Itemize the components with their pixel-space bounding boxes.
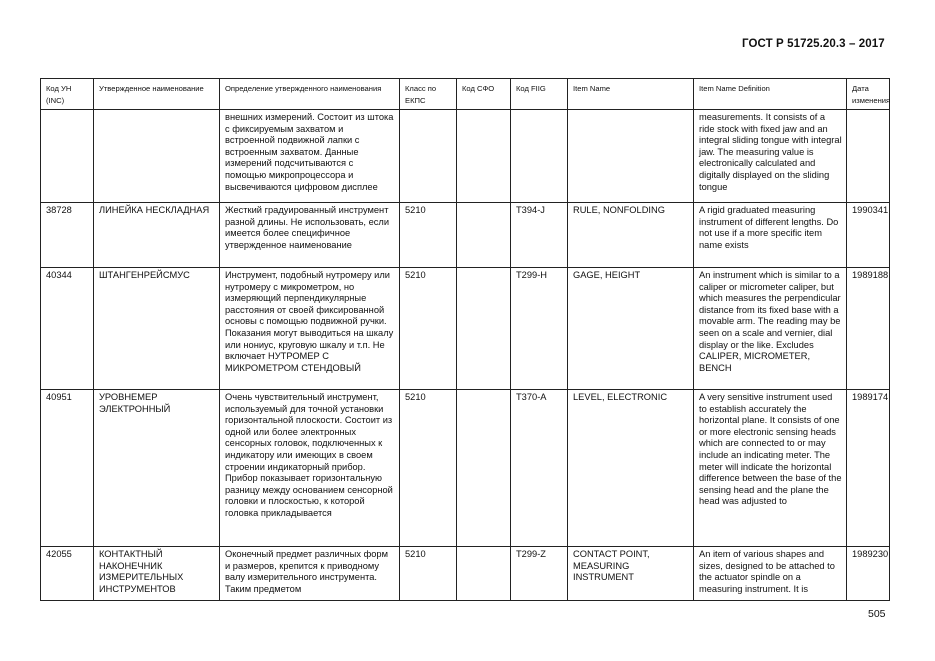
cell-definition-ru: Жесткий градуированный инструмент разной длины. Не использовать, если имеется более специфичное утвержденное наименование: [220, 203, 400, 268]
cell-item-name: CONTACT POINT, MEASURING INSTRUMENT: [568, 547, 694, 601]
table-row: [41, 203, 890, 268]
table-row: [41, 268, 890, 390]
cell-inc: 40951: [41, 390, 94, 547]
header-definition-en: Item Name Definition: [694, 79, 847, 110]
cell-fiig: [511, 110, 568, 203]
cell-sfo: [457, 268, 511, 390]
cell-sfo: [457, 203, 511, 268]
cell-definition-en: measurements. It consists of a ride stock with fixed jaw and an integral sliding tongue with integral jaw. The measuring value is electronically calculated and digitally displayed on the sliding tongue: [694, 110, 847, 203]
cell-definition-en: A rigid graduated measuring instrument of different lengths. Do not use if a more specific item name exists: [694, 203, 847, 268]
cell-definition-ru: Инструмент, подобный нутромеру или нутромеру с микрометром, но измеряющий перпендикулярные расстояния от своей фиксированной основы с помощью подвижной ручки. Показания могут выводиться на шкалу или нониус, круговую шкалу и т.п. Не включает НУТРОМЕР С МИКРОМЕТРОМ СТЕНДОВЫЙ: [220, 268, 400, 390]
cell-class: 5210: [400, 203, 457, 268]
cell-class: [400, 110, 457, 203]
cell-class: 5210: [400, 268, 457, 390]
header-item-name: Item Name: [568, 79, 694, 110]
cell-item-name: [568, 110, 694, 203]
cell-date: [847, 110, 890, 203]
page-number: 505: [868, 608, 886, 620]
cell-definition-ru: внешних измерений. Состоит из штока с фиксируемым захватом и встроенной подвижной лапки с встроенным захватом. Данные измерений подсчитываются с помощью микропроцессора и высвечиваются цифровом дисплее: [220, 110, 400, 203]
cell-sfo: [457, 110, 511, 203]
header-class: Класс по ЕКПС: [400, 79, 457, 110]
cell-date: 1989174: [847, 390, 890, 547]
header-inc: Код УН (INC): [41, 79, 94, 110]
cell-definition-ru: Очень чувствительный инструмент, используемый для точной установки горизонтальной плоскости. Состоит из одной или более электронных сенсорных головок, подключенных к индикатору или имеющих в своем строении индикаторный прибор. Прибор показывает горизонтальную разницу между основанием сенсорной головки и плоскостью, к которой головка прикладывается: [220, 390, 400, 547]
cell-item-name: RULE, NONFOLDING: [568, 203, 694, 268]
header-date: Дата изменения: [847, 79, 890, 110]
cell-date: 1990341: [847, 203, 890, 268]
table-row: [41, 547, 890, 601]
cell-name-ru: ШТАНГЕНРЕЙСМУС: [94, 268, 220, 390]
cell-inc: 40344: [41, 268, 94, 390]
header-approved-name: Утвержденное наименование: [94, 79, 220, 110]
cell-definition-en: An instrument which is similar to a caliper or micrometer caliper, but which measures the perpendicular distance from its fixed base with a movable arm. The reading may be seen on a scale and vernier, dial display or the like. Excludes CALIPER, MICROMETER, BENCH: [694, 268, 847, 390]
cell-sfo: [457, 547, 511, 601]
cell-fiig: T370-A: [511, 390, 568, 547]
cell-fiig: T299-H: [511, 268, 568, 390]
cell-name-ru: КОНТАКТНЫЙ НАКОНЕЧНИК ИЗМЕРИТЕЛЬНЫХ ИНСТРУМЕНТОВ: [94, 547, 220, 601]
cell-date: 1989188: [847, 268, 890, 390]
table-row: [41, 110, 890, 203]
cell-fiig: T394-J: [511, 203, 568, 268]
cell-name-ru: [94, 110, 220, 203]
document-standard-title: ГОСТ Р 51725.20.3 – 2017: [742, 38, 885, 50]
cell-class: 5210: [400, 390, 457, 547]
cell-definition-en: An item of various shapes and sizes, designed to be attached to the actuator spindle on a measuring instrument. It is: [694, 547, 847, 601]
cell-date: 1989230: [847, 547, 890, 601]
header-fiig: Код FIIG: [511, 79, 568, 110]
cell-inc: 42055: [41, 547, 94, 601]
header-sfo: Код СФО: [457, 79, 511, 110]
table-header-row: [41, 79, 890, 110]
catalog-table: [40, 78, 890, 601]
header-definition-ru: Определение утвержденного наименования: [220, 79, 400, 110]
cell-inc: 38728: [41, 203, 94, 268]
cell-sfo: [457, 390, 511, 547]
table-row: [41, 390, 890, 547]
cell-item-name: GAGE, HEIGHT: [568, 268, 694, 390]
cell-definition-en: A very sensitive instrument used to establish accurately the horizontal plane. It consists of one or more electronic sensing heads which are connected to or may include an indicating meter. The meter will indicate the horizontal difference between the base of the sensing head and the plane the head was adjusted to: [694, 390, 847, 547]
cell-inc: [41, 110, 94, 203]
cell-class: 5210: [400, 547, 457, 601]
cell-definition-ru: Оконечный предмет различных форм и размеров, крепится к приводному валу измерительного инструмента. Таким предметом: [220, 547, 400, 601]
cell-fiig: T299-Z: [511, 547, 568, 601]
cell-name-ru: УРОВНЕМЕР ЭЛЕКТРОННЫЙ: [94, 390, 220, 547]
cell-item-name: LEVEL, ELECTRONIC: [568, 390, 694, 547]
cell-name-ru: ЛИНЕЙКА НЕСКЛАДНАЯ: [94, 203, 220, 268]
